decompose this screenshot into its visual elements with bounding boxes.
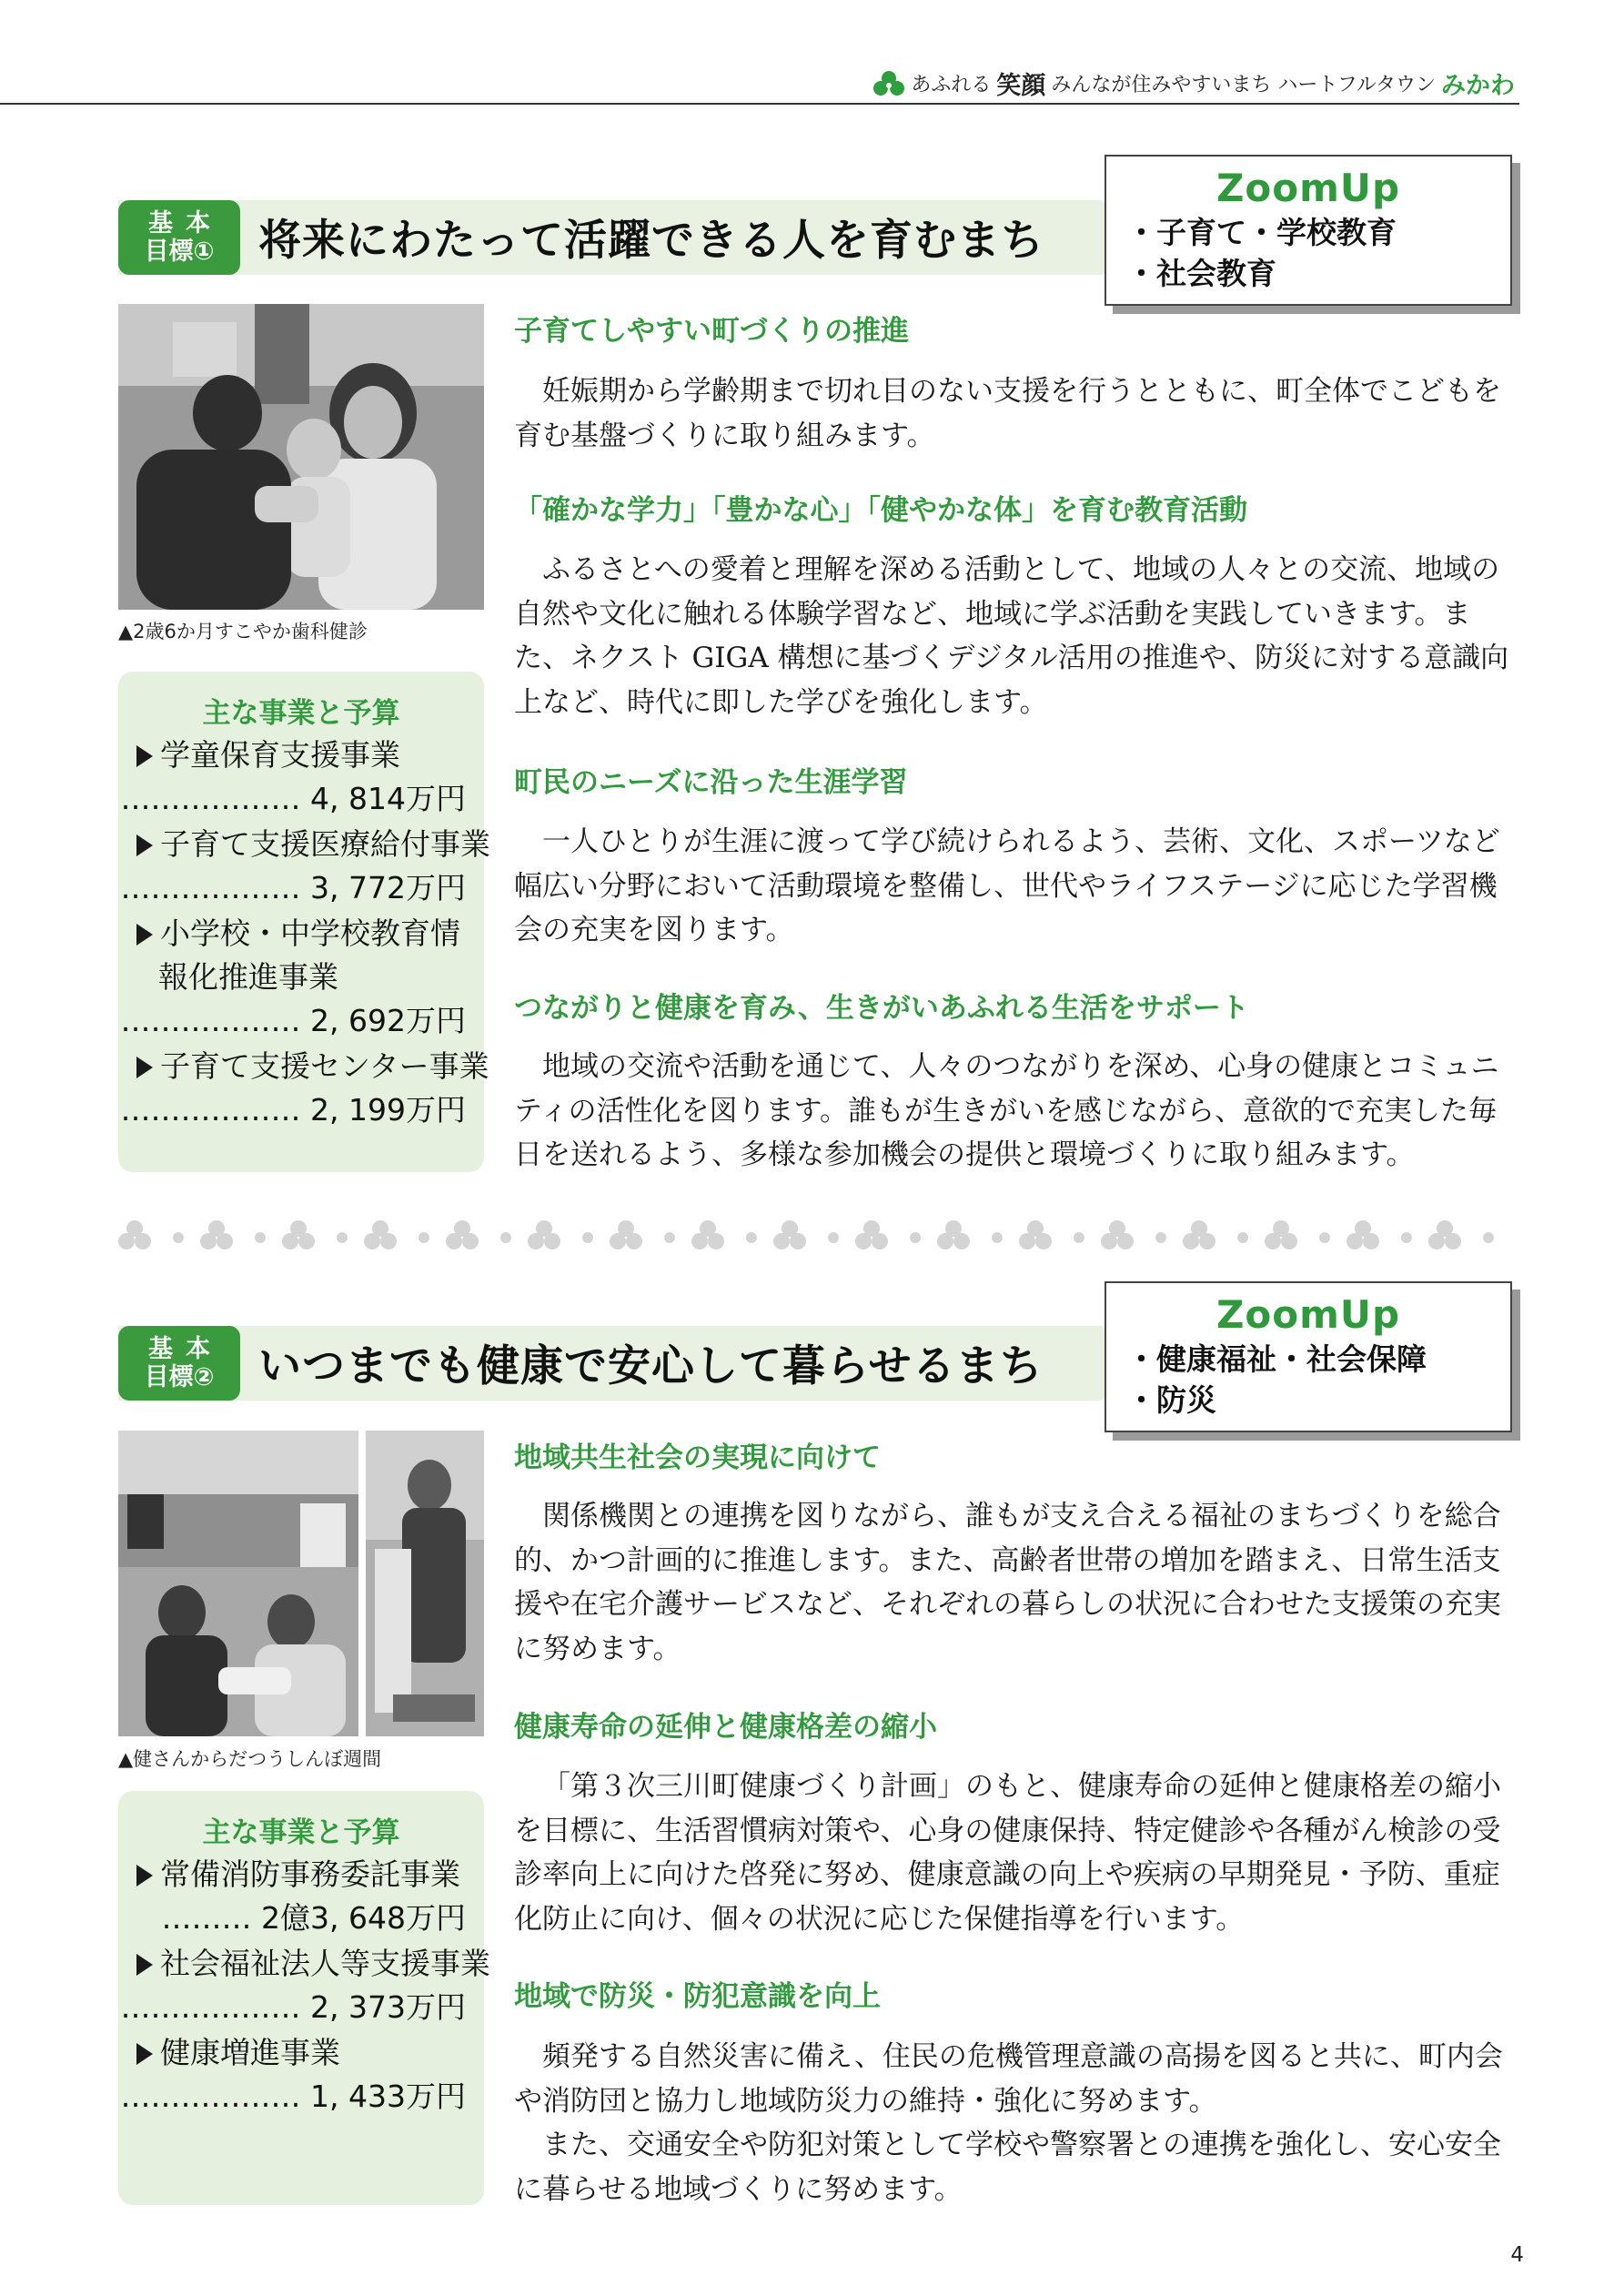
budget-item: 常備消防事務委託事業 <box>136 1851 460 1894</box>
triangle-bullet-icon <box>136 924 153 946</box>
section-title: 将来にわたって活躍できる人を育むまち <box>258 216 1044 266</box>
triangle-bullet-icon <box>136 1954 153 1976</box>
topic-heading: 地域共生社会の実現に向けて <box>514 1441 881 1474</box>
budget-amount: ……………… 1, 433万円 <box>120 2079 466 2114</box>
budget-amount: ……………… 3, 772万円 <box>120 870 466 905</box>
topic-text: 頻発する自然災害に備え、住民の危機管理意識の高揚を図ると共に、町内会や消防団と協力し地域防災力の維持・強化に努めます。 <box>514 2040 1503 2118</box>
triangle-bullet-icon <box>136 1057 153 1078</box>
budget-amount: ……………… 2, 692万円 <box>120 1003 466 1038</box>
triangle-bullet-icon <box>136 745 153 767</box>
topic-heading: つながりと健康を育み、生きがいあふれる生活をサポート <box>514 992 1249 1025</box>
budget-title: 主な事業と予算 <box>202 697 400 730</box>
budget-item: 子育て支援センター事業 <box>136 1043 489 1086</box>
budget-amount: ……………… 2, 373万円 <box>120 1989 466 2025</box>
tagline-smile: 笑顔 <box>996 72 1046 100</box>
budget-item: 健康増進事業 <box>136 2029 340 2072</box>
photo-health-event-room <box>118 1431 358 1736</box>
budget-amount: ……………… 2, 199万円 <box>120 1092 466 1128</box>
topic-text: 「第３次三川町健康づくり計画」のもと、健康寿命の延伸と健康格差の縮小を目標に、生活習慣病対策や、心身の健康保持、特定健診や各種がん検診の受診率向上に向けた啓発に努め、健康意識の向上や疾病の早期発見・予防、重症化防止に向け、個々の状況に応じた保健指導を行います。 <box>514 1770 1501 1936</box>
budget-item: 社会福祉法人等支援事業 <box>136 1940 490 1983</box>
zoomup-item: ・健康福祉・社会保障 <box>1126 1341 1427 1377</box>
goal-badge-line1: 基本 <box>148 1334 223 1363</box>
topic-text: 関係機関との連携を図りながら、誰もが支え合える福祉のまちづくりを総合的、かつ計画的に推進します。また、高齢者世帯の増加を踏まえ、日常生活支援や在宅介護サービスなど、それぞれの暮らしの状況に合わせた支援策の充実に努めます。 <box>514 1500 1501 1665</box>
zoomup-item: ・子育て・学校教育 <box>1126 215 1397 250</box>
clover-logo-icon <box>873 70 905 97</box>
goal-badge <box>118 1326 240 1401</box>
topic-text: 地域の交流や活動を通じて、人々のつながりを深め、心身の健康とコミュニティの活性化を図ります。誰もが生きがいを感じながら、意欲的で充実した毎日を送れるよう、多様な参加機会の提供と環境づくりに取り組みます。 <box>514 1050 1499 1171</box>
budget-item-cont: 報化推進事業 <box>158 959 338 995</box>
header-rule <box>0 103 1519 105</box>
photo-dental-checkup <box>118 304 484 610</box>
goal-badge-line1: 基本 <box>148 208 223 238</box>
goal-badge-line2: 目標① <box>144 238 215 266</box>
zoomup-title: ZoomUp <box>1215 166 1401 210</box>
photo-caption: ▲2歳6か月すこやか歯科健診 <box>118 621 368 642</box>
goal-badge <box>118 200 240 275</box>
photo-caption: ▲健さんからだつうしんぼ週間 <box>118 1748 382 1770</box>
photo-body-measurement-image <box>366 1431 484 1736</box>
budget-item: 子育て支援医療給付事業 <box>136 821 490 864</box>
topic-text: 一人ひとりが生涯に渡って学び続けられるよう、芸術、文化、スポーツなど幅広い分野において活動環境を整備し、世代やライフステージに応じた学習機会の充実を図ります。 <box>514 825 1500 946</box>
tagline-part-c: みんなが住みやすいまち ハートフルタウン <box>1051 74 1436 96</box>
clover-divider <box>116 1218 1518 1254</box>
goal-badge-line2: 目標② <box>144 1363 215 1391</box>
page-number: 4 <box>1510 2243 1524 2267</box>
zoomup-item: ・社会教育 <box>1126 255 1276 291</box>
tagline-brand: みかわ <box>1441 72 1515 100</box>
zoomup-box <box>1105 1281 1512 1432</box>
header-tagline <box>873 66 1515 101</box>
photo-health-event-room-image <box>118 1431 358 1736</box>
tagline-part-a: あふれる <box>911 74 992 96</box>
budget-box <box>118 1791 490 2205</box>
zoomup-item: ・防災 <box>1126 1381 1216 1418</box>
budget-box <box>118 672 490 1172</box>
budget-amount: ……………… 4, 814万円 <box>120 781 466 816</box>
zoomup-title: ZoomUp <box>1215 1292 1401 1337</box>
triangle-bullet-icon <box>136 2043 153 2065</box>
section-title: いつまでも健康で安心して暮らせるまち <box>258 1341 1044 1391</box>
topic-heading: 町民のニーズに沿った生涯学習 <box>514 766 908 799</box>
budget-item: 小学校・中学校教育情 <box>136 910 460 953</box>
topic-text-cont: また、交通安全や防犯対策として学校や警察署との連携を強化し、安心安全に暮らせる地域づくりに努めます。 <box>514 2129 1501 2206</box>
topic-heading: 「確かな学力」「豊かな心」「健やかな体」を育む教育活動 <box>514 494 1247 527</box>
triangle-bullet-icon <box>136 834 153 856</box>
photo-dental-checkup-image <box>118 304 484 610</box>
topic-heading: 健康寿命の延伸と健康格差の縮小 <box>514 1711 937 1744</box>
topic-text: 妊娠期から学齢期まで切れ目のない支援を行うとともに、町全体でこどもを育む基盤づくりに取り組みます。 <box>514 375 1501 452</box>
budget-item: 学童保育支援事業 <box>136 732 400 774</box>
topic-heading: 地域で防災・防犯意識を向上 <box>514 1980 881 2013</box>
budget-amount: ……… 2億3, 648万円 <box>161 1900 466 1936</box>
topic-text: ふるさとへの愛着と理解を深める活動として、地域の人々との交流、地域の自然や文化に触れる体験学習など、地域に学ぶ活動を実践していきます。また、ネクスト GIGA 構想に基づくデジタル活用の推進や、防災に対する意識向上など、時代に即した学びを強化します。 <box>514 553 1509 719</box>
topic-heading: 子育てしやすい町づくりの推進 <box>514 315 909 348</box>
triangle-bullet-icon <box>136 1865 153 1886</box>
zoomup-box <box>1105 155 1512 306</box>
budget-title: 主な事業と予算 <box>202 1816 400 1849</box>
photo-body-measurement <box>366 1431 484 1736</box>
